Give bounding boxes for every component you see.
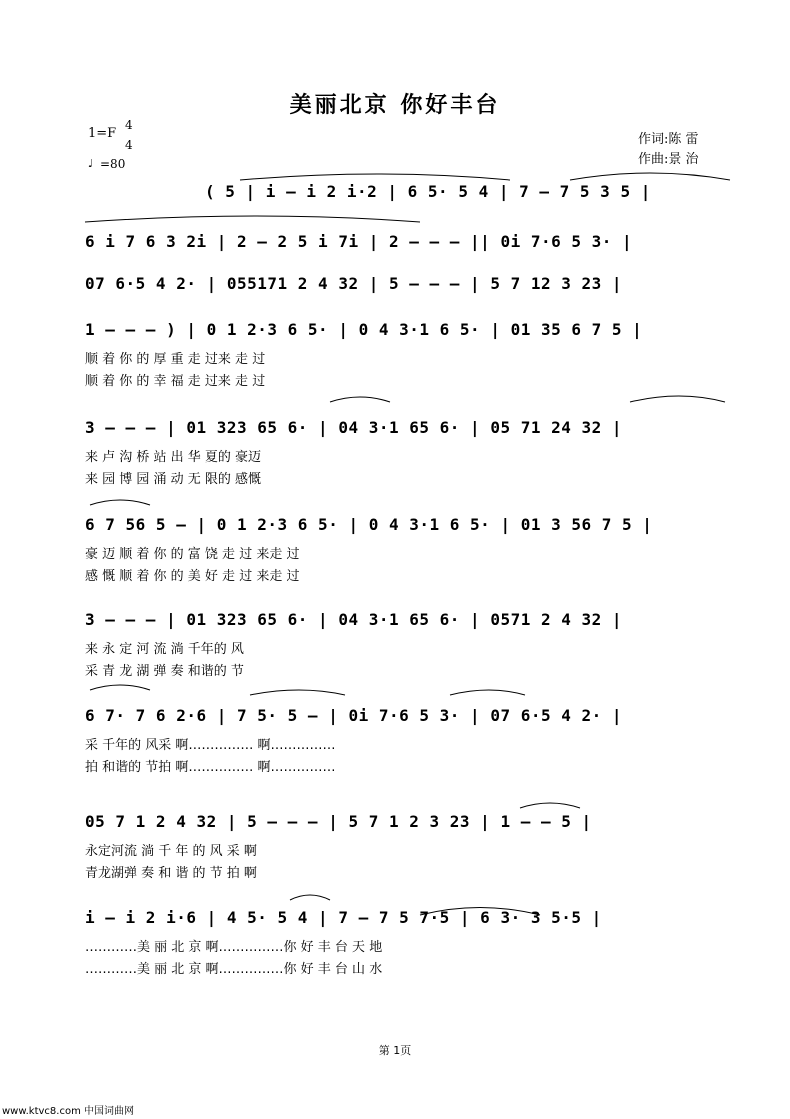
notation-row: ( 5 | i – i 2 i·2 | 6 5· 5 4 | 7 – 7 5 3 5 | <box>205 182 651 201</box>
song-title: 美丽北京 你好丰台 <box>289 93 501 118</box>
notation-row: 6 i 7 6 3 2i | 2 – 2 5 i 7i | 2 – – – || 0i 7·6 5 3· | <box>85 232 633 251</box>
notation-row: 3 – – – | 01 323 65 6· | 04 3·1 65 6· | 0571 2 4 32 | <box>85 610 623 629</box>
lyric-line: 豪 迈 顺 着 你 的 富 饶 走 过 来走 过 <box>85 547 300 562</box>
lyric-line: 来 卢 沟 桥 站 出 华 夏的 豪迈 <box>85 450 262 465</box>
time-signature-bottom: 4 <box>125 138 133 152</box>
lyric-line: 采 青 龙 湖 弹 奏 和谐的 节 <box>85 664 244 679</box>
notation-row: 6 7· 7 6 2·6 | 7 5· 5 – | 0i 7·6 5 3· | 07 6·5 4 2· | <box>85 706 623 725</box>
lyric-line: 感 慨 顺 着 你 的 美 好 走 过 来走 过 <box>85 569 300 584</box>
lyric-line: 顺 着 你 的 厚 重 走 过来 走 过 <box>85 352 266 367</box>
notation-row: i – i 2 i·6 | 4 5· 5 4 | 7 – 7 5 7·5 | 6 3· 3 5·5 | <box>85 908 602 927</box>
lyric-line: …………美 丽 北 京 啊……………你 好 丰 台 天 地 <box>85 940 383 955</box>
lyric-line: 青龙湖弹 奏 和 谐 的 节 拍 啊 <box>85 866 257 881</box>
page-number: 第 1页 <box>378 1044 412 1057</box>
lyric-line: 采 千年的 风采 啊…………… 啊…………… <box>85 738 336 753</box>
lyric-line: 拍 和谐的 节拍 啊…………… 啊…………… <box>85 760 336 775</box>
notation-row: 6 7 56 5 – | 0 1 2·3 6 5· | 0 4 3·1 6 5· | 01 3 56 7 5 | <box>85 515 653 534</box>
lyric-line: 来 园 博 园 涌 动 无 限的 感慨 <box>85 472 262 487</box>
lyric-line: 来 永 定 河 流 淌 千年的 风 <box>85 642 244 657</box>
watermark: www.ktvc8.com 中国词曲网 <box>2 1106 135 1117</box>
notation-row: 05 7 1 2 4 32 | 5 – – – | 5 7 1 2 3 23 | 1 – – 5 | <box>85 812 592 831</box>
time-signature-top: 4 <box>125 118 133 132</box>
tempo-marking: =80 <box>100 157 126 171</box>
notation-row: 1 – – – ) | 0 1 2·3 6 5· | 0 4 3·1 6 5· | 01 35 6 7 5 | <box>85 320 643 339</box>
quarter-note-icon: ♩ <box>88 157 94 170</box>
notation-row: 3 – – – | 01 323 65 6· | 04 3·1 65 6· | 05 71 24 32 | <box>85 418 623 437</box>
lyric-line: 顺 着 你 的 幸 福 走 过来 走 过 <box>85 374 266 389</box>
composer-credit: 作曲:景 治 <box>638 152 699 167</box>
notation-row: 07 6·5 4 2· | 055171 2 4 32 | 5 – – – | 5 7 12 3 23 | <box>85 274 623 293</box>
lyric-line: …………美 丽 北 京 啊……………你 好 丰 台 山 水 <box>85 962 383 977</box>
key-signature: 1=F <box>88 126 117 141</box>
lyricist-credit: 作词:陈 雷 <box>638 132 699 147</box>
lyric-line: 永定河流 淌 千 年 的 风 采 啊 <box>85 844 257 859</box>
